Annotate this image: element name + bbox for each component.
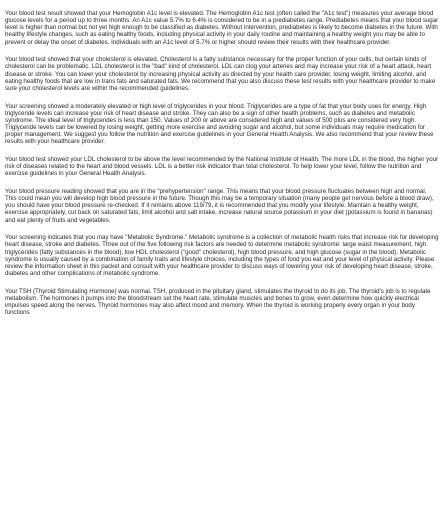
ldl-cholesterol-paragraph: Your blood test showed your LDL cholesterol to be above the level recommended by the National Institute of Health. The more LDL in the blood, the higher your risk of diseases related to the heart and blood vessels. LDL is a better risk indicator than total cholesterol. To help lower your level, follow the nutrition and exercise guidelines in your General Health Analysis. (5, 156, 439, 178)
hemoglobin-a1c-paragraph: Your blood test result showed that your Hemoglobin A1c level is elevated. The Hemoglobin A1c test (often called the "A1c test") measures your average blood glucose levels for a period up to three months. An A1c value 5.7% to 6.4% is considered to be in a prediabetes range. Prediabetes means that your blood sugar level is higher than normal but not yet high enough to be classified as diabetes. Without intervention, prediabetes is likely to become diabetes in the future. With healthy lifestyle changes, such as eating healthy foods, including physical activity in your daily routine and maintaining a healthy weight you may be able to prevent or delay the onset of diabetes. Individuals with an A1c level of 5.7% or higher should review their results with their healthcare provider. (5, 10, 439, 46)
triglycerides-paragraph: Your screening showed a moderately elevated or high level of triglycerides in your blood. Triglycerides are a type of fat that your body uses for energy. High triglyceride levels can increase your risk of heart disease and stroke. They can also be a sign of other health problems, such as diabetes and metabolic syndrome. The ideal level of triglycerides is less than 150. Values of 200 or above are considered high and values of 500 plus are considered very high. Triglyceride levels can be lowered by losing weight, getting more exercise and avoiding sugar and alcohol, but some individuals may require medication for proper management. We suggest you follow the nutrition and exercise guidelines in your General Health Analysis. We also recommend that your review these results with your healthcare provider. (5, 102, 434, 146)
blood-pressure-paragraph: Your blood pressure reading showed that you are in the "prehypertension" range. This means that your blood pressure fluctuates between high and normal. This could mean you will develop high blood pressure in the future. Though this may be a temporary situation (many people get nervous before a blood draw), you should have your blood pressure re-checked. If it remains above 119/79, it is recommended that you modify your lifestyle. Maintain a healthy weight, exercise appropriately, cut back on saturated fats, limit alcohol and salt intake, increase natural source potassium in your diet (potassium is found in bananas) and eat plenty of fruits and vegetables. (5, 187, 434, 224)
metabolic-syndrome-paragraph: Your screening indicates that you may have "Metabolic Syndrome." Metabolic syndrome is a collection of metabolic health risks that increase risk for developing heart disease, stroke and diabetes. Three out of the five following risk factors are needed to determine metabolic syndrome: large waist measurement, high triglycerides (fatty substances in the blood), low HDL cholesterol ("good" cholesterol), high blood pressure, and high glucose (sugar in the blood). Metabolic syndrome is usually caused by a combination of family traits and lifestyle choices, including the types of food you eat and your level of physical activity. Please review the information sheet in this packet and consult with your healthcare provider to discuss ways of lowering your risk of developing heart disease, stroke, diabetes and other complications of metabolic syndrome. (5, 234, 439, 278)
cholesterol-paragraph: Your blood test showed that your cholesterol is elevated. Cholesterol is a fatty substance necessary for the proper function of your cells, but certain kinds of cholesterol can be problematic. LDL cholesterol is the "bad" kind of cholesterol. LDL can clog your arteries and may increase your risk of a heart attack, heart disease or stroke. You can lower your cholesterol by increasing physical activity as directed by your health care provider, losing weight, limiting alcohol, and eating healthy foods that are low in trans fats and saturated fats. We recommend that you also discuss these test results with your healthcare provider to make sure your cholesterol levels are within the recommended guidelines. (5, 56, 436, 92)
tsh-paragraph: Your TSH (Thyroid Stimulating Hormone) was normal. TSH, produced in the pituitary gland, stimulates the thyroid to do its job. The thyroid's job is to regulate metabolism. The hormones it pumps into the bloodstream set the heart rate, stimulate muscles and bones to grow, even determine how quickly electrical impulses speed along the nerves. Thyroid hormones may also affect mood and memory. When the thyroid is working properly every organ in your body functions (5, 287, 431, 317)
document-page (5, 10, 439, 316)
